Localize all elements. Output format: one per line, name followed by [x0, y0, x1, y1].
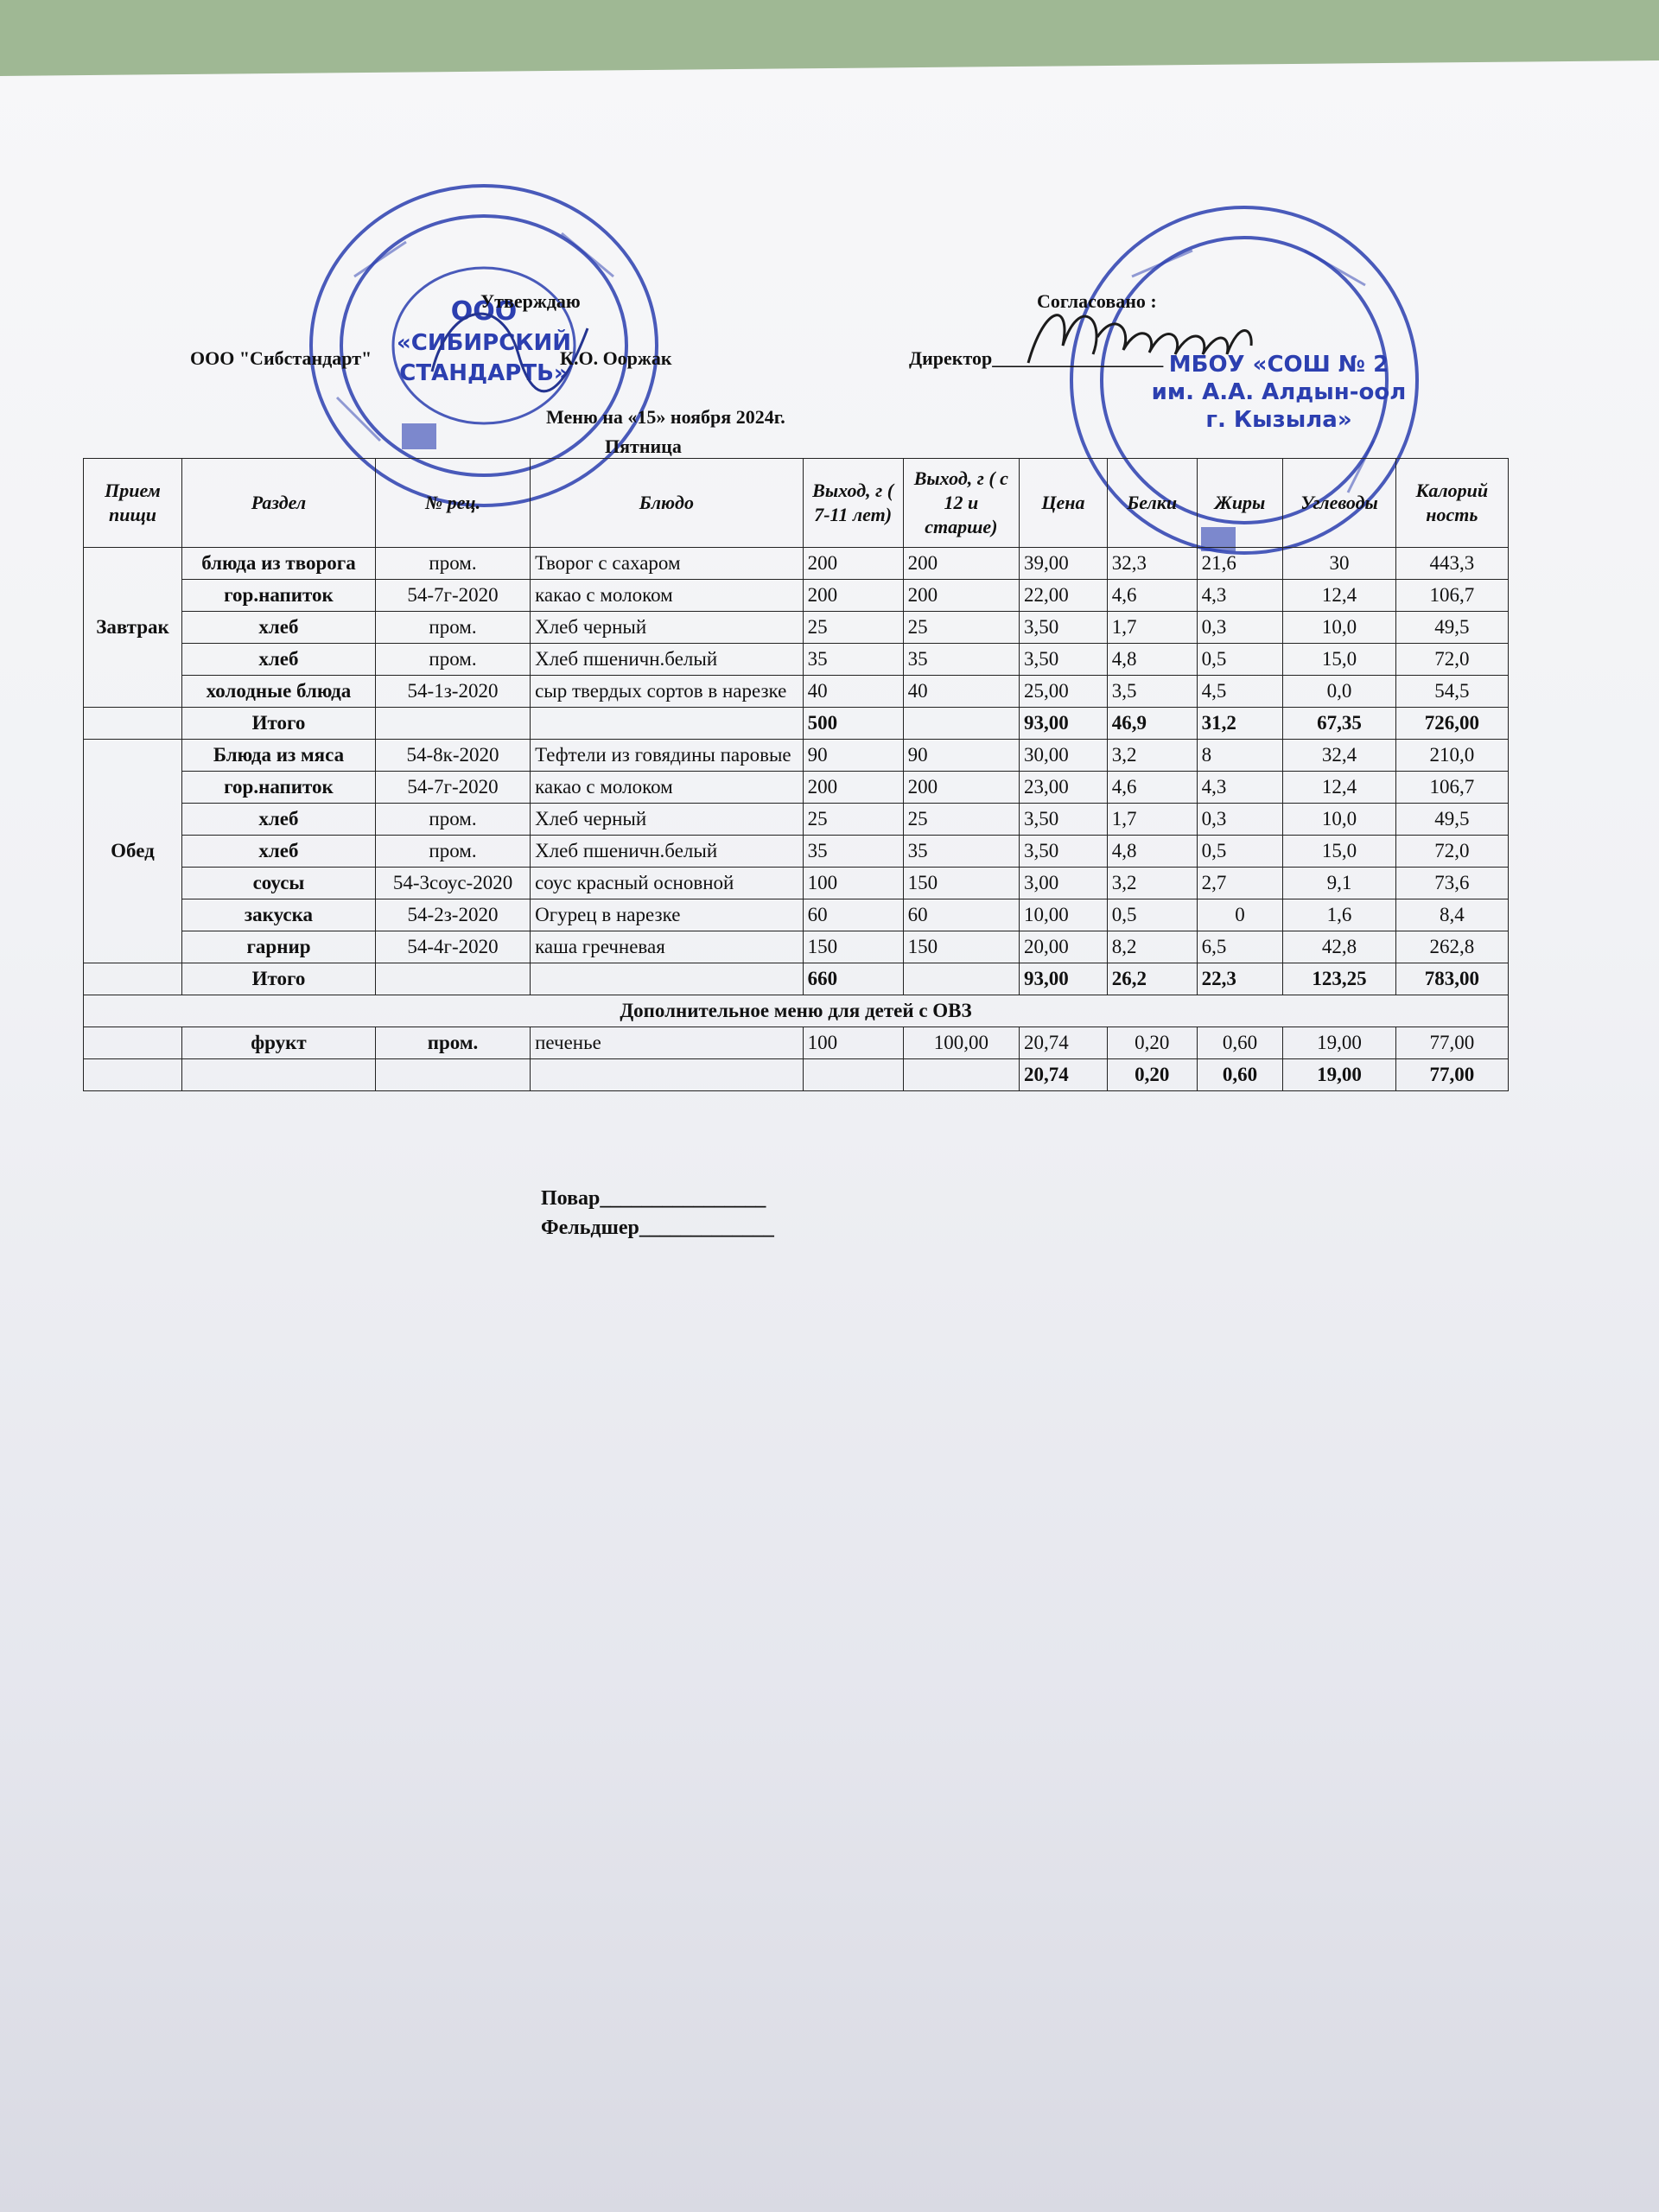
table-cell: 10,00 — [1020, 899, 1108, 931]
table-cell: 3,50 — [1020, 836, 1108, 868]
agreed-label: Согласовано : — [1037, 290, 1157, 312]
table-cell: 23,00 — [1020, 772, 1108, 804]
table-cell: 4,8 — [1107, 644, 1197, 676]
total-cell: 26,2 — [1107, 963, 1197, 995]
table-cell: 39,00 — [1020, 548, 1108, 580]
table-header-row — [84, 459, 1509, 548]
dish-cell: какао с молоком — [531, 580, 804, 612]
section-cell: закуска — [182, 899, 376, 931]
col-header: Белки — [1107, 459, 1197, 548]
total-cell: 93,00 — [1020, 963, 1108, 995]
table-cell: 30,00 — [1020, 740, 1108, 772]
table-cell: 25 — [903, 804, 1019, 836]
col-header: Выход, г ( с 12 и старше) — [903, 459, 1019, 548]
table-cell: 72,0 — [1395, 836, 1508, 868]
recipe-cell: пром. — [375, 548, 530, 580]
table-cell: 3,2 — [1107, 740, 1197, 772]
table-cell: 49,5 — [1395, 804, 1508, 836]
section-cell: хлеб — [182, 804, 376, 836]
total-label: Итого — [182, 963, 376, 995]
table-cell: 35 — [803, 644, 903, 676]
table-cell: 3,50 — [1020, 612, 1108, 644]
recipe-cell: 54-8к-2020 — [375, 740, 530, 772]
total-cell: 500 — [803, 708, 903, 740]
col-header: Калорий ность — [1395, 459, 1508, 548]
table-cell: 49,5 — [1395, 612, 1508, 644]
section-cell: хлеб — [182, 612, 376, 644]
table-cell: 25 — [803, 612, 903, 644]
cook-signature-line: Повар________________ — [541, 1187, 766, 1210]
table-cell: 200 — [803, 580, 903, 612]
table-cell: 210,0 — [1395, 740, 1508, 772]
section-cell: гор.напиток — [182, 772, 376, 804]
table-cell: 32,4 — [1283, 740, 1395, 772]
table-cell: 200 — [903, 548, 1019, 580]
dish-cell: какао с молоком — [531, 772, 804, 804]
total-cell: 20,74 — [1020, 1059, 1108, 1091]
table-row — [84, 868, 1509, 899]
company-name: ООО "Сибстандарт" — [190, 347, 372, 369]
table-cell: 3,5 — [1107, 676, 1197, 708]
table-cell: 0 — [1197, 899, 1283, 931]
section-cell: фрукт — [182, 1027, 376, 1059]
empty-cell — [903, 1059, 1019, 1091]
table-cell: 20,00 — [1020, 931, 1108, 963]
table-cell: 4,6 — [1107, 772, 1197, 804]
table-cell: 25 — [903, 612, 1019, 644]
total-cell: 77,00 — [1395, 1059, 1508, 1091]
recipe-cell: 54-2з-2020 — [375, 899, 530, 931]
table-cell: 40 — [803, 676, 903, 708]
table-cell: 8,2 — [1107, 931, 1197, 963]
table-cell: 32,3 — [1107, 548, 1197, 580]
dish-cell: Тефтели из говядины паровые — [531, 740, 804, 772]
table-cell: 150 — [903, 931, 1019, 963]
empty-cell — [84, 1059, 182, 1091]
section-cell: хлеб — [182, 836, 376, 868]
menu-title: Меню на «15» ноября 2024г. — [546, 406, 785, 428]
empty-cell — [84, 1027, 182, 1059]
empty-cell — [903, 963, 1019, 995]
table-cell: 0,5 — [1197, 644, 1283, 676]
extra-total-row — [84, 1059, 1509, 1091]
table-cell: 40 — [903, 676, 1019, 708]
svg-text:г. Кызыла»: г. Кызыла» — [1205, 407, 1352, 433]
total-cell: 19,00 — [1283, 1059, 1395, 1091]
table-cell: 4,3 — [1197, 772, 1283, 804]
table-row — [84, 899, 1509, 931]
table-cell: 100 — [803, 868, 903, 899]
table-cell: 0,5 — [1197, 836, 1283, 868]
empty-cell — [531, 963, 804, 995]
recipe-cell: 54-7г-2020 — [375, 772, 530, 804]
recipe-cell: пром. — [375, 804, 530, 836]
table-cell: 1,7 — [1107, 804, 1197, 836]
dish-cell: Творог с сахаром — [531, 548, 804, 580]
total-cell: 783,00 — [1395, 963, 1508, 995]
svg-text:им. А.А. Алдын-оол: им. А.А. Алдын-оол — [1151, 379, 1407, 405]
table-cell: 0,3 — [1197, 612, 1283, 644]
table-cell: 19,00 — [1283, 1027, 1395, 1059]
table-cell: 200 — [903, 580, 1019, 612]
dish-cell: печенье — [531, 1027, 804, 1059]
table-cell: 100 — [803, 1027, 903, 1059]
recipe-cell: 54-4г-2020 — [375, 931, 530, 963]
section-cell: Блюда из мяса — [182, 740, 376, 772]
recipe-cell: пром. — [375, 1027, 530, 1059]
svg-text:ООО: ООО — [450, 296, 518, 327]
recipe-cell: пром. — [375, 836, 530, 868]
table-cell: 106,7 — [1395, 580, 1508, 612]
recipe-cell: пром. — [375, 644, 530, 676]
menu-table — [83, 458, 1509, 1091]
weekday: Пятница — [605, 435, 682, 457]
table-cell: 0,0 — [1283, 676, 1395, 708]
col-header: Блюдо — [531, 459, 804, 548]
svg-text:МБОУ «СОШ № 2: МБОУ «СОШ № 2 — [1168, 352, 1389, 378]
recipe-cell: 54-1з-2020 — [375, 676, 530, 708]
section-cell: гарнир — [182, 931, 376, 963]
table-row — [84, 772, 1509, 804]
total-cell: 660 — [803, 963, 903, 995]
empty-cell — [903, 708, 1019, 740]
extra-menu-title: Дополнительное меню для детей с ОВЗ — [84, 995, 1509, 1027]
table-cell: 15,0 — [1283, 836, 1395, 868]
dish-cell: Хлеб черный — [531, 612, 804, 644]
dish-cell: соус красный основной — [531, 868, 804, 899]
recipe-cell: пром. — [375, 612, 530, 644]
medic-signature-line: Фельдшер_____________ — [541, 1217, 774, 1239]
empty-cell — [84, 708, 182, 740]
empty-cell — [375, 708, 530, 740]
total-label: Итого — [182, 708, 376, 740]
empty-cell — [803, 1059, 903, 1091]
table-row — [84, 612, 1509, 644]
table-cell: 200 — [803, 548, 903, 580]
table-cell: 8,4 — [1395, 899, 1508, 931]
table-cell: 8 — [1197, 740, 1283, 772]
table-cell: 0,3 — [1197, 804, 1283, 836]
table-cell: 12,4 — [1283, 772, 1395, 804]
table-cell: 77,00 — [1395, 1027, 1508, 1059]
total-cell: 0,60 — [1197, 1059, 1283, 1091]
section-cell: холодные блюда — [182, 676, 376, 708]
table-cell: 15,0 — [1283, 644, 1395, 676]
table-cell: 0,5 — [1107, 899, 1197, 931]
table-row — [84, 644, 1509, 676]
dish-cell: Огурец в нарезке — [531, 899, 804, 931]
table-cell: 1,7 — [1107, 612, 1197, 644]
empty-cell — [182, 1059, 376, 1091]
table-cell: 4,8 — [1107, 836, 1197, 868]
extra-menu-title-row — [84, 995, 1509, 1027]
table-cell: 60 — [803, 899, 903, 931]
table-cell: 3,50 — [1020, 804, 1108, 836]
svg-text:«СИБИРСКИЙ: «СИБИРСКИЙ — [396, 330, 572, 356]
table-cell: 25,00 — [1020, 676, 1108, 708]
table-cell: 3,00 — [1020, 868, 1108, 899]
total-cell: 67,35 — [1283, 708, 1395, 740]
total-cell: 726,00 — [1395, 708, 1508, 740]
table-cell: 2,7 — [1197, 868, 1283, 899]
table-cell: 4,5 — [1197, 676, 1283, 708]
section-cell: гор.напиток — [182, 580, 376, 612]
total-cell: 123,25 — [1283, 963, 1395, 995]
table-cell: 262,8 — [1395, 931, 1508, 963]
col-header: Углеводы — [1283, 459, 1395, 548]
table-cell: 35 — [803, 836, 903, 868]
table-row — [84, 804, 1509, 836]
lunch-total-row — [84, 963, 1509, 995]
total-cell: 46,9 — [1107, 708, 1197, 740]
table-cell: 30 — [1283, 548, 1395, 580]
table-cell: 35 — [903, 644, 1019, 676]
table-row — [84, 1027, 1509, 1059]
table-cell: 4,6 — [1107, 580, 1197, 612]
table-cell: 200 — [803, 772, 903, 804]
col-header: № рец. — [375, 459, 530, 548]
col-header: Прием пищи — [84, 459, 182, 548]
recipe-cell: 54-7г-2020 — [375, 580, 530, 612]
table-cell: 21,6 — [1197, 548, 1283, 580]
table-row — [84, 740, 1509, 772]
col-header: Цена — [1020, 459, 1108, 548]
table-cell: 106,7 — [1395, 772, 1508, 804]
dish-cell: Хлеб пшеничн.белый — [531, 644, 804, 676]
table-cell: 10,0 — [1283, 804, 1395, 836]
table-cell: 9,1 — [1283, 868, 1395, 899]
meal-cell: Обед — [84, 740, 182, 963]
meal-cell: Завтрак — [84, 548, 182, 708]
table-cell: 72,0 — [1395, 644, 1508, 676]
table-row — [84, 548, 1509, 580]
table-row — [84, 676, 1509, 708]
svg-text:СТАНДАРТЬ»: СТАНДАРТЬ» — [399, 360, 569, 386]
table-cell: 1,6 — [1283, 899, 1395, 931]
table-cell: 12,4 — [1283, 580, 1395, 612]
dish-cell: каша гречневая — [531, 931, 804, 963]
total-cell: 93,00 — [1020, 708, 1108, 740]
col-header: Выход, г ( 7-11 лет) — [803, 459, 903, 548]
table-cell: 54,5 — [1395, 676, 1508, 708]
col-header: Раздел — [182, 459, 376, 548]
section-cell: хлеб — [182, 644, 376, 676]
empty-cell — [375, 1059, 530, 1091]
empty-cell — [531, 708, 804, 740]
recipe-cell: 54-3соус-2020 — [375, 868, 530, 899]
dish-cell: Хлеб пшеничн.белый — [531, 836, 804, 868]
section-cell: блюда из творога — [182, 548, 376, 580]
table-cell: 22,00 — [1020, 580, 1108, 612]
empty-cell — [84, 963, 182, 995]
table-cell: 35 — [903, 836, 1019, 868]
total-cell: 31,2 — [1197, 708, 1283, 740]
empty-cell — [375, 963, 530, 995]
table-row — [84, 580, 1509, 612]
section-cell: соусы — [182, 868, 376, 899]
total-cell: 22,3 — [1197, 963, 1283, 995]
table-cell: 90 — [903, 740, 1019, 772]
empty-cell — [531, 1059, 804, 1091]
dish-cell: сыр твердых сортов в нарезке — [531, 676, 804, 708]
table-cell: 443,3 — [1395, 548, 1508, 580]
table-cell: 0,60 — [1197, 1027, 1283, 1059]
table-cell: 150 — [903, 868, 1019, 899]
table-row — [84, 836, 1509, 868]
breakfast-total-row — [84, 708, 1509, 740]
table-cell: 0,20 — [1107, 1027, 1197, 1059]
table-cell: 25 — [803, 804, 903, 836]
table-cell: 3,2 — [1107, 868, 1197, 899]
col-header: Жиры — [1197, 459, 1283, 548]
table-cell: 90 — [803, 740, 903, 772]
table-cell: 3,50 — [1020, 644, 1108, 676]
table-cell: 6,5 — [1197, 931, 1283, 963]
table-cell: 42,8 — [1283, 931, 1395, 963]
table-cell: 150 — [803, 931, 903, 963]
dish-cell: Хлеб черный — [531, 804, 804, 836]
table-cell: 100,00 — [903, 1027, 1019, 1059]
table-row — [84, 931, 1509, 963]
table-cell: 60 — [903, 899, 1019, 931]
table-cell: 4,3 — [1197, 580, 1283, 612]
table-cell: 73,6 — [1395, 868, 1508, 899]
director-label: Директор__________________ — [909, 347, 1164, 369]
table-cell: 200 — [903, 772, 1019, 804]
table-cell: 10,0 — [1283, 612, 1395, 644]
approved-label: Утверждаю — [480, 290, 581, 312]
company-signatory: К.О. Ооржак — [560, 347, 672, 369]
total-cell: 0,20 — [1107, 1059, 1197, 1091]
table-cell: 20,74 — [1020, 1027, 1108, 1059]
